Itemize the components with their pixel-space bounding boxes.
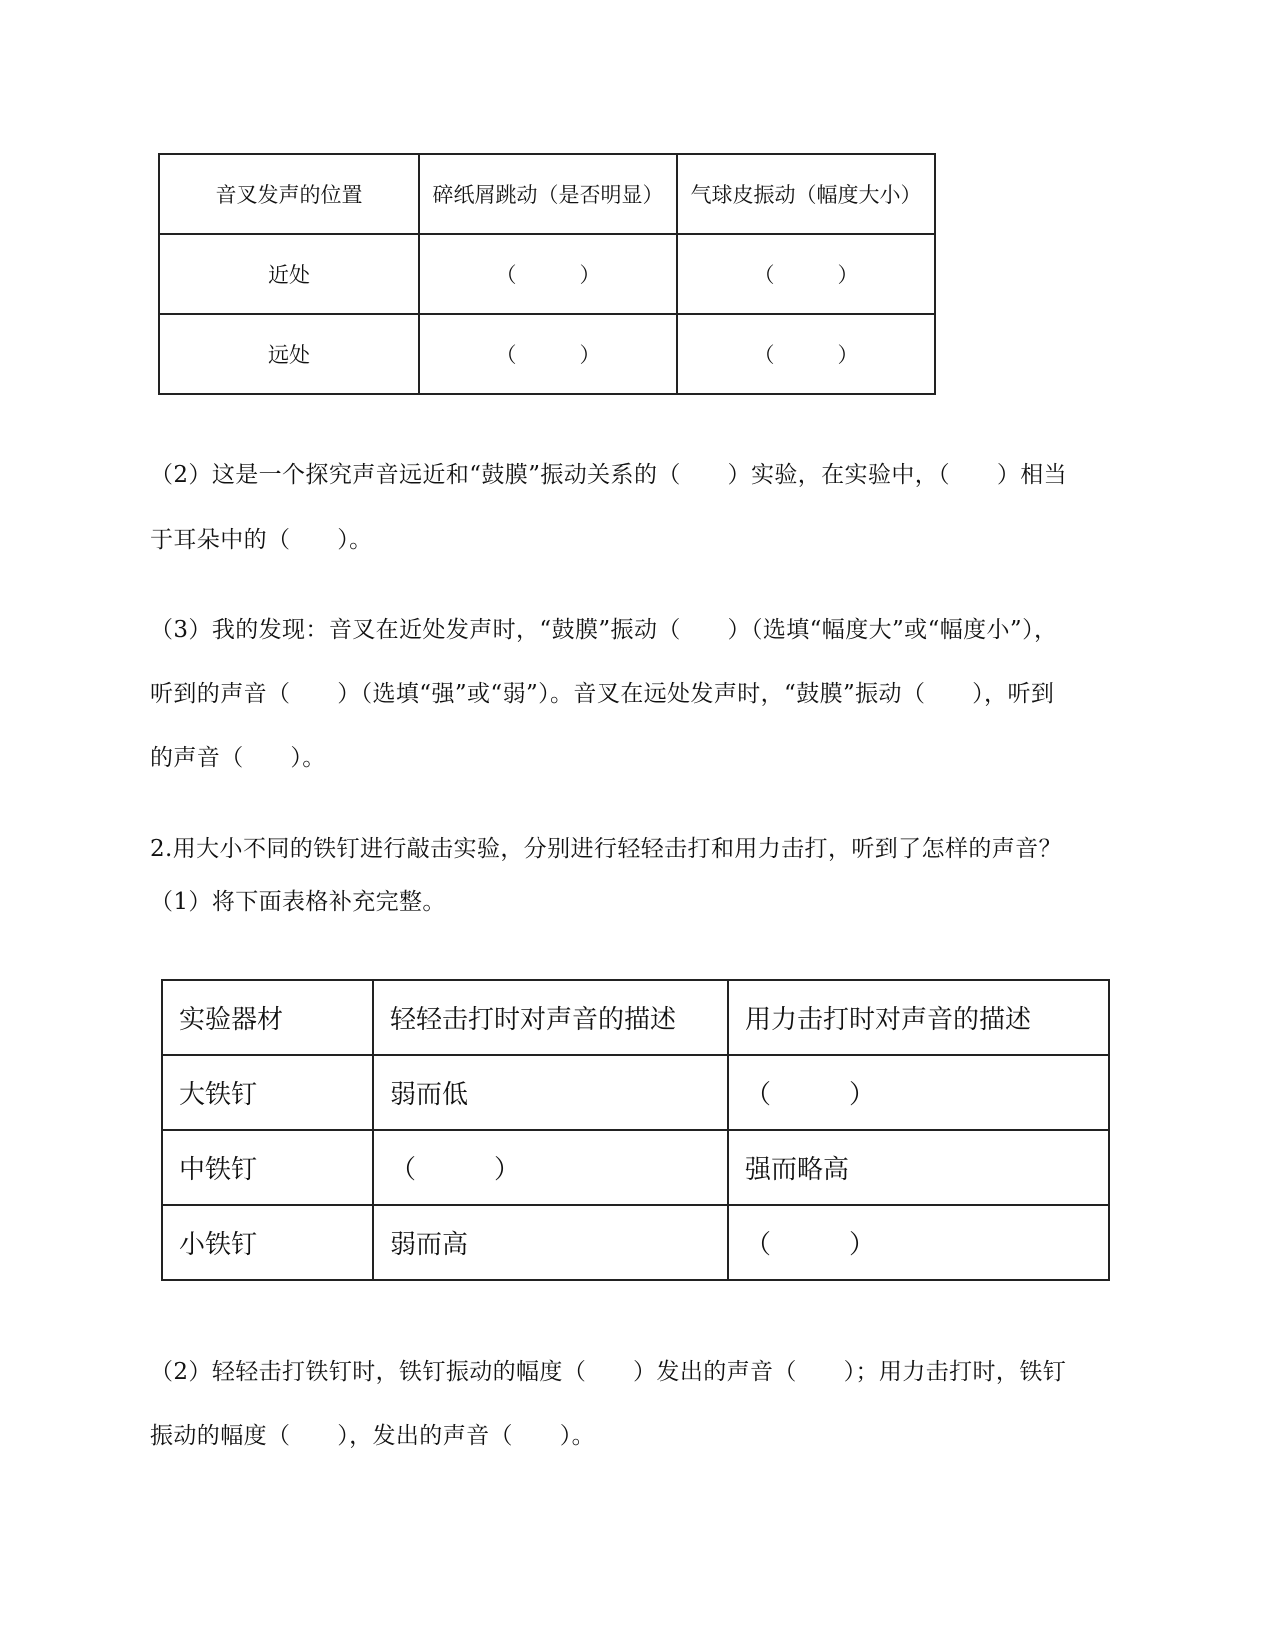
tuning-fork-table <box>158 153 936 395</box>
table-cell: 远处 <box>159 314 419 394</box>
question-2-2-line-1: （2）轻轻击打铁钉时，铁钉振动的幅度（ ）发出的声音（ ）；用力击打时，铁钉 <box>150 1359 1067 1385</box>
blank-cell[interactable]: （ ） <box>419 314 677 394</box>
blank-cell[interactable]: （ ） <box>373 1130 728 1205</box>
table-header-cell: 轻轻击打时对声音的描述 <box>373 980 728 1055</box>
question-1-3-line-2: 听到的声音（ ）（选填“强”或“弱”）。音叉在远处发声时，“鼓膜”振动（ ），听到 <box>150 681 1055 707</box>
question-1-3-line-1: （3）我的发现：音叉在近处发声时，“鼓膜”振动（ ）（选填“幅度大”或“幅度小”）， <box>150 617 1058 643</box>
question-2-1-instruction: （1）将下面表格补充完整。 <box>150 889 446 915</box>
table-cell: 弱而高 <box>373 1205 728 1280</box>
table-row <box>159 234 935 314</box>
table-cell: 强而略高 <box>728 1130 1109 1205</box>
table-row <box>162 1205 1109 1280</box>
blank-cell[interactable]: （ ） <box>419 234 677 314</box>
table-cell: 近处 <box>159 234 419 314</box>
question-1-2-line-2: 于耳朵中的（ ）。 <box>150 527 373 553</box>
question-2-2-line-2: 振动的幅度（ ），发出的声音（ ）。 <box>150 1423 595 1449</box>
table-cell: 大铁钉 <box>162 1055 373 1130</box>
table-header-cell: 音叉发声的位置 <box>159 154 419 234</box>
table-header-cell: 碎纸屑跳动（是否明显） <box>419 154 677 234</box>
table-header-row <box>162 980 1109 1055</box>
question-1-2-line-1: （2）这是一个探究声音远近和“鼓膜”振动关系的（ ）实验，在实验中，（ ）相当 <box>150 462 1068 488</box>
table-header-cell: 气球皮振动（幅度大小） <box>677 154 935 234</box>
table-header-cell: 用力击打时对声音的描述 <box>728 980 1109 1055</box>
question-2-title: 2.用大小不同的铁钉进行敲击实验，分别进行轻轻击打和用力击打，听到了怎样的声音？ <box>150 836 1062 862</box>
blank-cell[interactable]: （ ） <box>728 1205 1109 1280</box>
table-row <box>162 1055 1109 1130</box>
table-row <box>159 314 935 394</box>
question-1-3-line-3: 的声音（ ）。 <box>150 745 326 771</box>
nail-experiment-table <box>161 979 1110 1281</box>
table-cell: 小铁钉 <box>162 1205 373 1280</box>
table-header-cell: 实验器材 <box>162 980 373 1055</box>
blank-cell[interactable]: （ ） <box>728 1055 1109 1130</box>
blank-cell[interactable]: （ ） <box>677 234 935 314</box>
table-cell: 弱而低 <box>373 1055 728 1130</box>
table-cell: 中铁钉 <box>162 1130 373 1205</box>
table-header-row <box>159 154 935 234</box>
table-row <box>162 1130 1109 1205</box>
blank-cell[interactable]: （ ） <box>677 314 935 394</box>
